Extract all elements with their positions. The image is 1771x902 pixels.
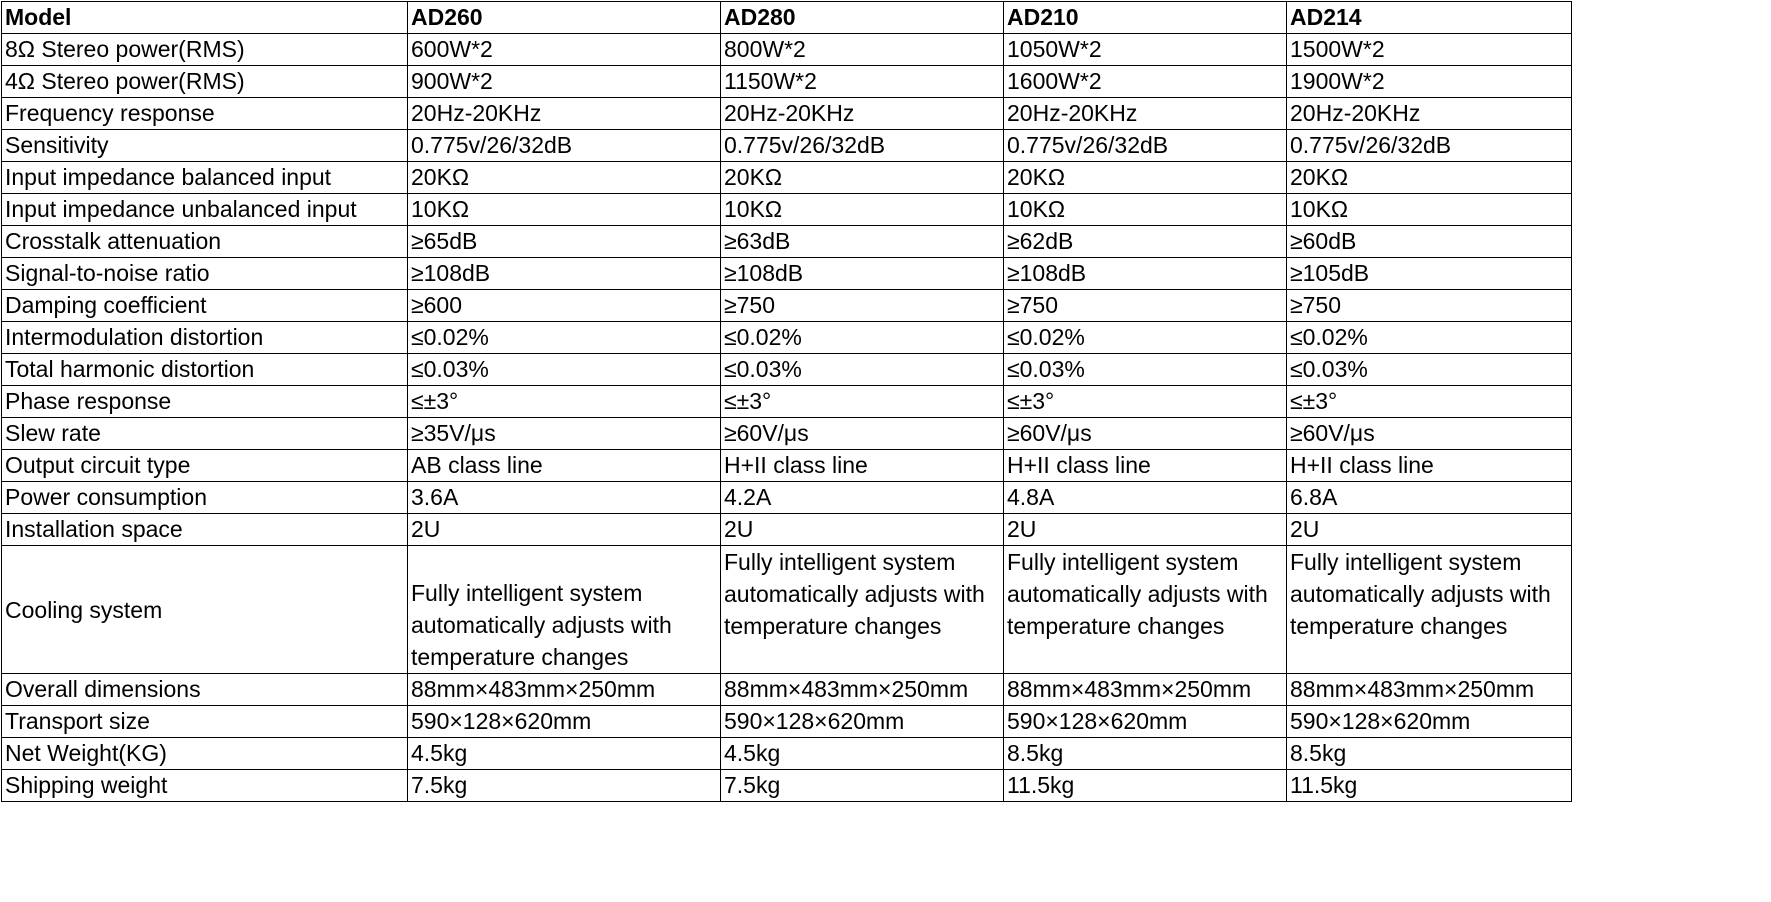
value-cell: ≥600	[408, 290, 721, 322]
table-body	[2, 34, 1572, 802]
row-label-cell: Input impedance balanced input	[2, 162, 408, 194]
header-cell-ad214: AD214	[1287, 2, 1572, 34]
table-row	[2, 706, 1572, 738]
header-cell-ad210: AD210	[1004, 2, 1287, 34]
value-cell: 8.5kg	[1287, 738, 1572, 770]
table-row	[2, 386, 1572, 418]
value-cell: 3.6A	[408, 482, 721, 514]
table-row	[2, 418, 1572, 450]
value-cell: 2U	[1287, 514, 1572, 546]
value-cell: 20Hz-20KHz	[1004, 98, 1287, 130]
row-label-cell: Damping coefficient	[2, 290, 408, 322]
value-cell: 2U	[1004, 514, 1287, 546]
value-cell: 4.5kg	[408, 738, 721, 770]
value-cell: ≥63dB	[721, 226, 1004, 258]
value-cell: ≤±3°	[721, 386, 1004, 418]
value-cell: ≥62dB	[1004, 226, 1287, 258]
value-cell: H+II class line	[1004, 450, 1287, 482]
value-cell: 10KΩ	[1004, 194, 1287, 226]
value-cell: ≤0.03%	[1287, 354, 1572, 386]
value-cell: 1150W*2	[721, 66, 1004, 98]
value-cell: 0.775v/26/32dB	[1287, 130, 1572, 162]
value-cell: 20KΩ	[1004, 162, 1287, 194]
value-cell: 8.5kg	[1004, 738, 1287, 770]
table-row	[2, 130, 1572, 162]
value-cell: Fully intelligent system automatically adjusts with temperature changes	[408, 546, 721, 674]
value-cell: 10KΩ	[1287, 194, 1572, 226]
value-cell: 88mm×483mm×250mm	[721, 674, 1004, 706]
value-cell: 20KΩ	[1287, 162, 1572, 194]
table-row	[2, 482, 1572, 514]
value-cell: 0.775v/26/32dB	[408, 130, 721, 162]
value-cell: 590×128×620mm	[1287, 706, 1572, 738]
value-cell: 4.5kg	[721, 738, 1004, 770]
value-cell: 1900W*2	[1287, 66, 1572, 98]
table-row	[2, 450, 1572, 482]
value-cell: ≥35V/μs	[408, 418, 721, 450]
value-cell: 7.5kg	[408, 770, 721, 802]
row-label-cell: 8Ω Stereo power(RMS)	[2, 34, 408, 66]
table-row	[2, 98, 1572, 130]
header-cell-model: Model	[2, 2, 408, 34]
value-cell: ≤0.03%	[1004, 354, 1287, 386]
table-row	[2, 514, 1572, 546]
row-label-cell: Net Weight(KG)	[2, 738, 408, 770]
value-cell: 1600W*2	[1004, 66, 1287, 98]
row-label-cell: Sensitivity	[2, 130, 408, 162]
row-label-cell: Cooling system	[2, 546, 408, 674]
table-header-row	[2, 2, 1572, 34]
row-label-cell: Frequency response	[2, 98, 408, 130]
value-cell: 590×128×620mm	[1004, 706, 1287, 738]
table-row	[2, 66, 1572, 98]
value-cell: ≥105dB	[1287, 258, 1572, 290]
value-cell: 0.775v/26/32dB	[1004, 130, 1287, 162]
value-cell: 1050W*2	[1004, 34, 1287, 66]
row-label-cell: Shipping weight	[2, 770, 408, 802]
value-cell: ≥108dB	[1004, 258, 1287, 290]
table-row	[2, 738, 1572, 770]
value-cell: 6.8A	[1287, 482, 1572, 514]
value-cell: 20KΩ	[408, 162, 721, 194]
value-cell: 88mm×483mm×250mm	[408, 674, 721, 706]
value-cell: ≤0.02%	[1287, 322, 1572, 354]
value-cell: 20Hz-20KHz	[721, 98, 1004, 130]
value-cell: 800W*2	[721, 34, 1004, 66]
value-cell: 88mm×483mm×250mm	[1004, 674, 1287, 706]
value-cell: H+II class line	[721, 450, 1004, 482]
row-label-cell: Slew rate	[2, 418, 408, 450]
value-cell: 4.8A	[1004, 482, 1287, 514]
value-cell: 900W*2	[408, 66, 721, 98]
table-row	[2, 290, 1572, 322]
value-cell: 1500W*2	[1287, 34, 1572, 66]
row-label-cell: Overall dimensions	[2, 674, 408, 706]
row-label-cell: Phase response	[2, 386, 408, 418]
row-label-cell: Crosstalk attenuation	[2, 226, 408, 258]
value-cell: H+II class line	[1287, 450, 1572, 482]
row-label-cell: Transport size	[2, 706, 408, 738]
table-row	[2, 162, 1572, 194]
value-cell: ≥60V/μs	[1287, 418, 1572, 450]
value-cell: 11.5kg	[1287, 770, 1572, 802]
row-label-cell: Input impedance unbalanced input	[2, 194, 408, 226]
row-label-cell: Power consumption	[2, 482, 408, 514]
value-cell: ≥60V/μs	[721, 418, 1004, 450]
value-cell: 7.5kg	[721, 770, 1004, 802]
row-label-cell: Intermodulation distortion	[2, 322, 408, 354]
row-label-cell: Output circuit type	[2, 450, 408, 482]
value-cell: ≥60dB	[1287, 226, 1572, 258]
value-cell: 11.5kg	[1004, 770, 1287, 802]
row-label-cell: Installation space	[2, 514, 408, 546]
value-cell: 20Hz-20KHz	[408, 98, 721, 130]
value-cell: 20Hz-20KHz	[1287, 98, 1572, 130]
value-cell: 590×128×620mm	[408, 706, 721, 738]
header-cell-ad260: AD260	[408, 2, 721, 34]
value-cell: ≤±3°	[408, 386, 721, 418]
value-cell: 2U	[721, 514, 1004, 546]
value-cell: ≥750	[721, 290, 1004, 322]
value-cell: ≥65dB	[408, 226, 721, 258]
table-row	[2, 770, 1572, 802]
table-row	[2, 354, 1572, 386]
value-cell: ≤0.03%	[408, 354, 721, 386]
value-cell: 600W*2	[408, 34, 721, 66]
row-label-cell: 4Ω Stereo power(RMS)	[2, 66, 408, 98]
value-cell: 2U	[408, 514, 721, 546]
table-row	[2, 674, 1572, 706]
table-row	[2, 322, 1572, 354]
value-cell: ≥108dB	[721, 258, 1004, 290]
spec-table	[1, 1, 1572, 802]
value-cell: 0.775v/26/32dB	[721, 130, 1004, 162]
value-cell: ≥60V/μs	[1004, 418, 1287, 450]
row-label-cell: Total harmonic distortion	[2, 354, 408, 386]
value-cell: ≥108dB	[408, 258, 721, 290]
value-cell: ≥750	[1287, 290, 1572, 322]
value-cell: Fully intelligent system automatically adjusts with temperature changes	[1004, 546, 1287, 674]
table-row	[2, 34, 1572, 66]
header-cell-ad280: AD280	[721, 2, 1004, 34]
table-row	[2, 194, 1572, 226]
value-cell: Fully intelligent system automatically adjusts with temperature changes	[721, 546, 1004, 674]
value-cell: ≥750	[1004, 290, 1287, 322]
value-cell: ≤0.02%	[721, 322, 1004, 354]
value-cell: 590×128×620mm	[721, 706, 1004, 738]
value-cell: ≤0.03%	[721, 354, 1004, 386]
row-label-cell: Signal-to-noise ratio	[2, 258, 408, 290]
table-row	[2, 226, 1572, 258]
value-cell: AB class line	[408, 450, 721, 482]
value-cell: ≤0.02%	[1004, 322, 1287, 354]
value-cell: Fully intelligent system automatically adjusts with temperature changes	[1287, 546, 1572, 674]
value-cell: ≤±3°	[1287, 386, 1572, 418]
value-cell: 10KΩ	[408, 194, 721, 226]
value-cell: ≤0.02%	[408, 322, 721, 354]
value-cell: 10KΩ	[721, 194, 1004, 226]
table-row	[2, 258, 1572, 290]
table-row	[2, 546, 1572, 674]
value-cell: 4.2A	[721, 482, 1004, 514]
value-cell: 88mm×483mm×250mm	[1287, 674, 1572, 706]
value-cell: 20KΩ	[721, 162, 1004, 194]
value-cell: ≤±3°	[1004, 386, 1287, 418]
